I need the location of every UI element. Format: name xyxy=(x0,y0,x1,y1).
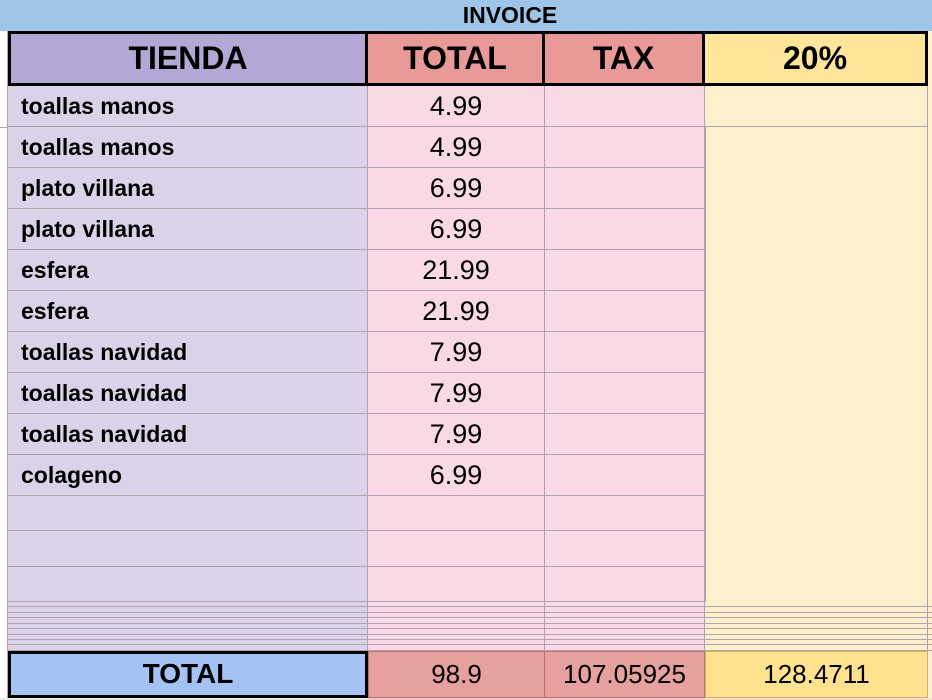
margin-gridline xyxy=(0,127,8,128)
right-edge-sliver xyxy=(928,651,932,698)
right-edge-sliver xyxy=(928,250,932,291)
column-header-total[interactable]: TOTAL xyxy=(365,31,545,86)
item-total-cell[interactable]: 6.99 xyxy=(368,209,545,250)
item-name-cell[interactable]: toallas navidad xyxy=(8,332,368,373)
item-tax-cell[interactable] xyxy=(545,414,705,455)
item-name-cell[interactable]: esfera xyxy=(8,291,368,332)
item-total-cell[interactable]: 21.99 xyxy=(368,291,545,332)
left-margin xyxy=(0,250,8,291)
empty-total-cell[interactable] xyxy=(368,567,545,602)
empty-tax-cell[interactable] xyxy=(545,496,705,531)
item-tax-cell[interactable] xyxy=(545,332,705,373)
right-edge-sliver xyxy=(928,414,932,455)
item-name-cell[interactable]: toallas manos xyxy=(8,86,368,127)
empty-tax-cell[interactable] xyxy=(545,531,705,566)
left-margin xyxy=(0,168,8,209)
item-tax-cell[interactable] xyxy=(545,86,705,127)
table-row xyxy=(0,86,932,127)
right-edge-sliver xyxy=(928,531,932,566)
item-tax-cell[interactable] xyxy=(545,127,705,168)
left-margin xyxy=(0,332,8,373)
item-name-cell[interactable]: toallas manos xyxy=(8,127,368,168)
left-margin xyxy=(0,31,8,86)
item-total-cell[interactable]: 7.99 xyxy=(368,332,545,373)
empty-total-cell[interactable] xyxy=(368,496,545,531)
item-pct-cell[interactable] xyxy=(705,86,928,127)
empty-total-cell[interactable] xyxy=(368,531,545,566)
left-margin xyxy=(0,567,8,602)
right-edge-sliver xyxy=(928,31,932,86)
left-margin xyxy=(0,373,8,414)
item-total-cell[interactable]: 7.99 xyxy=(368,414,545,455)
left-margin xyxy=(0,86,8,127)
summary-label-cell[interactable]: TOTAL xyxy=(8,651,368,698)
merged-pct-cell[interactable] xyxy=(705,127,928,602)
item-tax-cell[interactable] xyxy=(545,373,705,414)
right-edge-sliver xyxy=(928,455,932,496)
left-margin xyxy=(0,209,8,250)
column-header-tienda[interactable]: TIENDA xyxy=(8,31,368,86)
sheet-title: INVOICE xyxy=(462,2,558,28)
left-margin xyxy=(0,291,8,332)
summary-total-cell[interactable]: 98.9 xyxy=(368,651,545,698)
right-edge-sliver xyxy=(928,373,932,414)
item-tax-cell[interactable] xyxy=(545,209,705,250)
empty-name-cell[interactable] xyxy=(8,496,368,531)
item-tax-cell[interactable] xyxy=(545,250,705,291)
item-name-cell[interactable]: colageno xyxy=(8,455,368,496)
right-edge-sliver xyxy=(928,332,932,373)
item-tax-cell[interactable] xyxy=(545,291,705,332)
right-edge-sliver xyxy=(928,168,932,209)
right-edge-sliver xyxy=(928,291,932,332)
right-edge-sliver xyxy=(928,209,932,250)
item-total-cell[interactable]: 4.99 xyxy=(368,127,545,168)
left-margin xyxy=(0,651,8,698)
item-tax-cell[interactable] xyxy=(545,455,705,496)
item-name-cell[interactable]: plato villana xyxy=(8,168,368,209)
header-row xyxy=(0,31,932,86)
summary-row xyxy=(0,651,932,698)
right-edge-sliver xyxy=(928,86,932,127)
column-header-pct[interactable]: 20% xyxy=(702,31,928,86)
column-header-tax[interactable]: TAX xyxy=(542,31,705,86)
summary-tax-cell[interactable]: 107.05925 xyxy=(545,651,705,698)
left-margin xyxy=(0,531,8,566)
left-margin xyxy=(0,414,8,455)
item-name-cell[interactable]: esfera xyxy=(8,250,368,291)
item-name-cell[interactable]: plato villana xyxy=(8,209,368,250)
left-margin xyxy=(0,455,8,496)
item-name-cell[interactable]: toallas navidad xyxy=(8,414,368,455)
empty-name-cell[interactable] xyxy=(8,531,368,566)
empty-tax-cell[interactable] xyxy=(545,567,705,602)
empty-name-cell[interactable] xyxy=(8,567,368,602)
item-name-cell[interactable]: toallas navidad xyxy=(8,373,368,414)
item-total-cell[interactable]: 6.99 xyxy=(368,168,545,209)
sheet-title-bar xyxy=(0,0,932,31)
left-margin xyxy=(0,496,8,531)
right-edge-sliver xyxy=(928,127,932,168)
right-edge-sliver xyxy=(928,496,932,531)
item-total-cell[interactable]: 6.99 xyxy=(368,455,545,496)
item-tax-cell[interactable] xyxy=(545,168,705,209)
right-edge-sliver xyxy=(928,567,932,602)
item-total-cell[interactable]: 4.99 xyxy=(368,86,545,127)
summary-pct-cell[interactable]: 128.4711 xyxy=(705,651,928,698)
item-total-cell[interactable]: 7.99 xyxy=(368,373,545,414)
left-margin xyxy=(0,127,8,168)
item-total-cell[interactable]: 21.99 xyxy=(368,250,545,291)
